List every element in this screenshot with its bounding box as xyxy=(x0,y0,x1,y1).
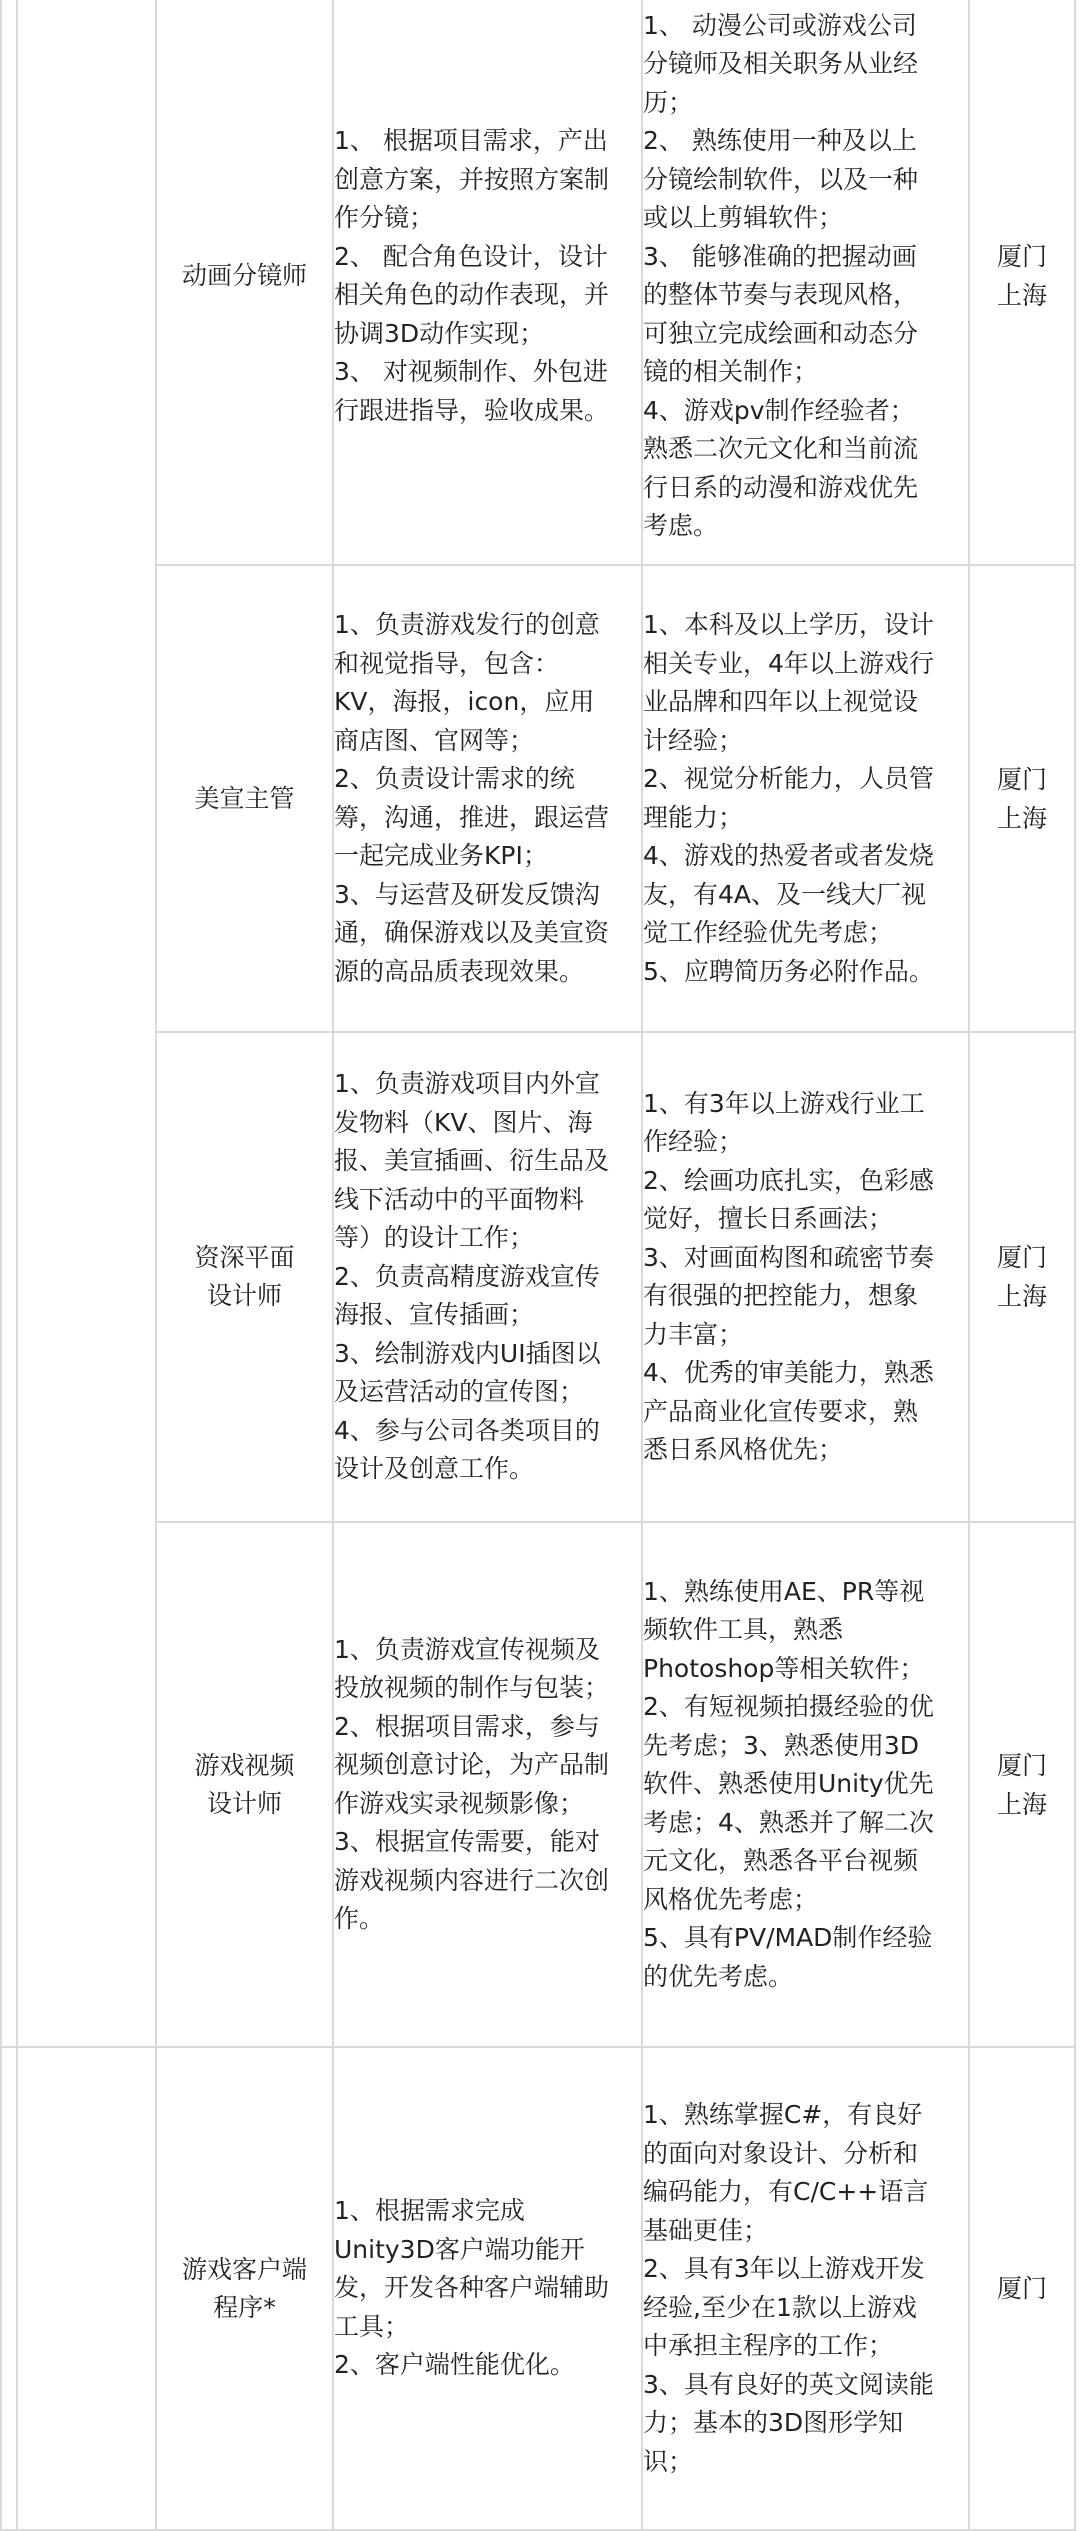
location-cell xyxy=(969,0,1075,565)
location-cell xyxy=(969,1522,1075,2047)
duties-text: 1、 根据项目需求，产出 创意方案，并按照方案制 作分镜； 2、 配合角色设计，设计 相关角色的动作表现，并 协调3D动作实现； 3、 对视频制作、外包进 行跟进指导，验收成果。 xyxy=(334,126,610,425)
department-cell xyxy=(17,0,156,2047)
requirements-cell xyxy=(642,1522,969,2047)
location-cell xyxy=(969,565,1075,1032)
group-cell xyxy=(1,2047,17,2530)
position-cell xyxy=(156,1522,333,2047)
requirements-text: 1、熟练掌握C#，有良好 的面向对象设计、分析和 编码能力，有C/C++语言 基础更佳； 2、具有3年以上游戏开发 经验,至少在1款以上游戏 中承担主程序的工作； 3、具有良好的英文阅读能 力；基本的3D图形学知 识； xyxy=(643,2100,934,2476)
location-text: 厦门 xyxy=(996,2274,1047,2303)
duties-text: 1、根据需求完成 Unity3D客户端功能开 发，开发各种客户端辅助 工具； 2、客户端性能优化。 xyxy=(334,2196,610,2380)
location-cell xyxy=(969,1032,1075,1522)
position-name: 美宣主管 xyxy=(194,783,295,813)
location-text: 厦门 上海 xyxy=(996,1750,1047,1819)
duties-cell xyxy=(333,565,642,1032)
position-cell xyxy=(156,2047,333,2530)
duties-cell xyxy=(333,2047,642,2530)
requirements-text: 1、本科及以上学历，设计 相关专业，4年以上游戏行 业品牌和四年以上视觉设 计经验； 2、视觉分析能力，人员管 理能力； 4、游戏的热爱者或者发烧 友，有4A、及一线大厂视 觉工作经验优先考虑； 5、应聘简历务必附作品。 xyxy=(643,610,934,986)
requirements-cell xyxy=(642,2047,969,2530)
table-row xyxy=(1,565,1075,1032)
location-text: 厦门 上海 xyxy=(996,764,1047,833)
position-name: 游戏视频 设计师 xyxy=(194,1750,295,1818)
table-row xyxy=(1,1522,1075,2047)
duties-text: 1、负责游戏项目内外宣 发物料（KV、图片、海 报、美宣插画、衍生品及 线下活动中的平面物料 等）的设计工作； 2、负责高精度游戏宣传 海报、宣传插画； 3、绘制游戏内UI插图以 及运营活动的宣传图； 4、参与公司各类项目的 设计及创意工作。 xyxy=(334,1069,610,1484)
location-text: 厦门 上海 xyxy=(996,242,1047,310)
position-cell xyxy=(156,1032,333,1522)
table-row xyxy=(1,2047,1075,2530)
duties-text: 1、负责游戏宣传视频及 投放视频的制作与包装； 2、根据项目需求，参与 视频创意讨论，为产品制 作游戏实录视频影像； 3、根据宣传需要，能对 游戏视频内容进行二次创 作。 xyxy=(334,1634,610,1933)
position-name: 资深平面 设计师 xyxy=(194,1243,295,1310)
location-text: 厦门 上海 xyxy=(996,1243,1047,1311)
requirements-cell xyxy=(642,0,969,565)
position-cell xyxy=(156,0,333,565)
duties-cell xyxy=(333,1032,642,1522)
duties-cell xyxy=(333,1522,642,2047)
requirements-cell xyxy=(642,565,969,1032)
requirements-cell xyxy=(642,1032,969,1522)
position-cell xyxy=(156,565,333,1032)
duties-cell xyxy=(333,0,642,565)
location-cell xyxy=(969,2047,1075,2530)
group-cell xyxy=(1,0,17,2047)
position-name: 动画分镜师 xyxy=(181,261,307,290)
table-row xyxy=(1,0,1075,565)
position-name: 游戏客户端 程序* xyxy=(181,2254,307,2322)
department-cell xyxy=(17,2047,156,2530)
requirements-text: 1、熟练使用AE、PR等视 频软件工具，熟悉 Photoshop等相关软件； 2、有短视频拍摄经验的优 先考虑；3、熟悉使用3D 软件、熟悉使用Unity优先 考虑；4、熟悉并了解二次 元文化，熟悉各平台视频 风格优先考虑； 5、具有PV/MAD制作经验 的优先考虑。 xyxy=(643,1576,934,1991)
requirements-text: 1、有3年以上游戏行业工 作经验； 2、绘画功底扎实，色彩感 觉好，擅长日系画法； 3、对画面构图和疏密节奏 有很强的把控能力，想象 力丰富； 4、优秀的审美能力，熟悉 产品商业化宣传要求，熟 悉日系风格优先； xyxy=(643,1088,934,1464)
duties-text: 1、负责游戏发行的创意 和视觉指导，包含： KV，海报，icon，应用 商店图、官网等； 2、负责设计需求的统 筹，沟通，推进，跟运营 一起完成业务KPI； 3、与运营及研发反馈沟 通，确保游戏以及美宣资 源的高品质表现效果。 xyxy=(334,610,610,986)
requirements-text: 1、 动漫公司或游戏公司 分镜师及相关职务从业经 历； 2、 熟练使用一种及以上 分镜绘制软件，以及一种 或以上剪辑软件； 3、 能够准确的把握动画 的整体节奏与表现风格， 可独立完成绘画和动态分 镜的相关制作； 4、游戏pv制作经验者； 熟悉二次元文化和当前流 行日系的动漫和游戏优先 考虑。 xyxy=(643,10,919,540)
table-row xyxy=(1,1032,1075,1522)
